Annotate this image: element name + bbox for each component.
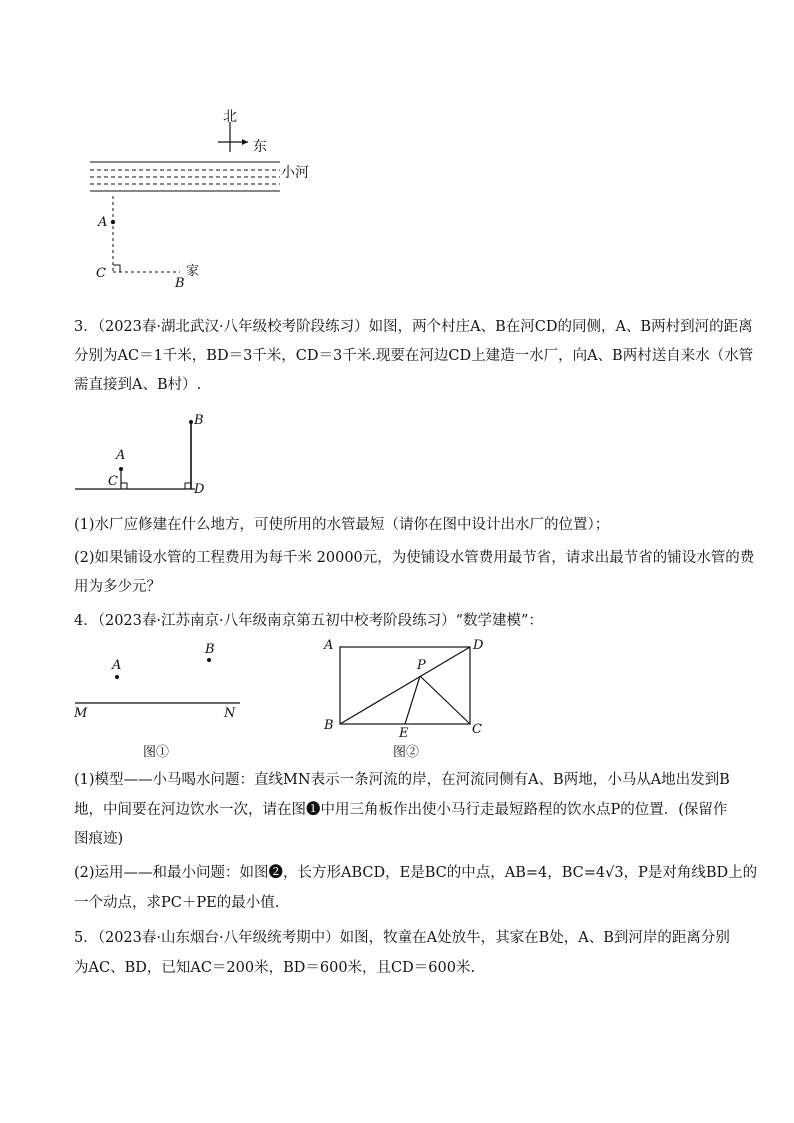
q5-line-2: 为AC、BD，已知AC＝200米，BD＝600米，且CD＝600米.: [74, 960, 476, 976]
home-label: 家: [186, 264, 200, 279]
q4-sub-1a: (1)模型——小马喝水问题：直线MN表示一条河流的岸，在河流同侧有A、B两地，小马从A地出发到B: [74, 772, 730, 788]
figure-2-caption: 图②: [393, 745, 420, 760]
label-b: B: [324, 718, 334, 733]
q3-sub-2b: 用为多少元？: [74, 579, 161, 595]
figure-1-caption: 图①: [143, 745, 170, 760]
label-a: A: [112, 658, 122, 673]
point-a: [111, 220, 115, 224]
q4-figure-2-svg: [318, 638, 493, 738]
q4-sub-2b: 一个动点，求PC＋PE的最小值.: [74, 895, 280, 911]
q3-line-1: 3．（2023春·湖北武汉·八年级校考阶段练习）如图，两个村庄A、B在河CD的同侧，A、B两村到河的距离: [74, 319, 753, 335]
q3-sub-2a: (2)如果铺设水管的工程费用为每千米 20000元，为使铺设水管费用最节省，请求出最节省的铺设水管的费: [74, 550, 755, 566]
east-label: 东: [253, 139, 267, 155]
q4-line-1: 4．（2023春·江苏南京·八年级南京第五初中校考阶段练习）“数学建模”：: [74, 613, 543, 629]
q4-figure-1: [70, 640, 250, 765]
q4-sub-1b: 地，中间要在河边饮水一次，请在图❶中用三角板作出使小马行走最短路程的饮水点P的位置．(保留作: [74, 802, 728, 818]
label-m: M: [74, 706, 88, 721]
label-b: B: [194, 413, 204, 428]
label-d: D: [194, 482, 205, 497]
point-a: [115, 675, 119, 679]
q4-figure-1-svg: [70, 640, 250, 720]
point-b: [207, 658, 211, 662]
label-a: A: [98, 215, 108, 230]
label-e: E: [399, 726, 409, 741]
right-angle-c: [113, 265, 120, 272]
compass-east-arrow: [242, 139, 248, 145]
label-c: C: [96, 266, 106, 281]
label-p: P: [417, 658, 426, 673]
river-figure: [80, 100, 340, 295]
label-c: C: [472, 722, 482, 737]
q3-figure-svg: [70, 410, 230, 500]
q4-sub-1c: 图痕迹): [74, 831, 124, 847]
label-a: A: [324, 638, 334, 653]
label-c: C: [108, 474, 118, 489]
q3-figure: [70, 410, 230, 500]
label-b: B: [205, 642, 215, 657]
q3-sub-1: (1)水厂应修建在什么地方，可使所用的水管最短（请你在图中设计出水厂的位置）；: [74, 517, 610, 533]
diagonal-bd: [340, 647, 470, 724]
segment-pc: [420, 676, 470, 724]
label-a: A: [116, 448, 126, 463]
label-n: N: [224, 706, 236, 721]
right-angle-c: [121, 483, 127, 489]
river-label: 小河: [281, 165, 309, 181]
q5-line-1: 5．（2023春·山东烟台·八年级统考期中）如图，牧童在A处放牛，其家在B处，A、B到河岸的距离分别: [74, 930, 730, 946]
right-angle-d: [185, 483, 191, 489]
point-b: [189, 420, 193, 424]
point-a: [119, 467, 123, 471]
river-figure-svg: [80, 100, 340, 295]
north-label: 北: [223, 109, 237, 125]
label-b: B: [175, 276, 185, 291]
segment-pe: [405, 676, 420, 724]
q4-sub-2a: (2)运用——和最小问题：如图❷，长方形ABCD，E是BC的中点，AB=4，BC=4√3，P是对角线BD上的: [74, 865, 758, 881]
label-d: D: [473, 638, 484, 653]
q3-line-2: 分别为AC＝1千米，BD＝3千米，CD＝3千米.现要在河边CD上建造一水厂，向A、B两村送自来水（水管: [74, 348, 754, 364]
q4-figure-2: [318, 638, 493, 765]
q3-line-3: 需直接到A、B村）.: [74, 377, 202, 393]
